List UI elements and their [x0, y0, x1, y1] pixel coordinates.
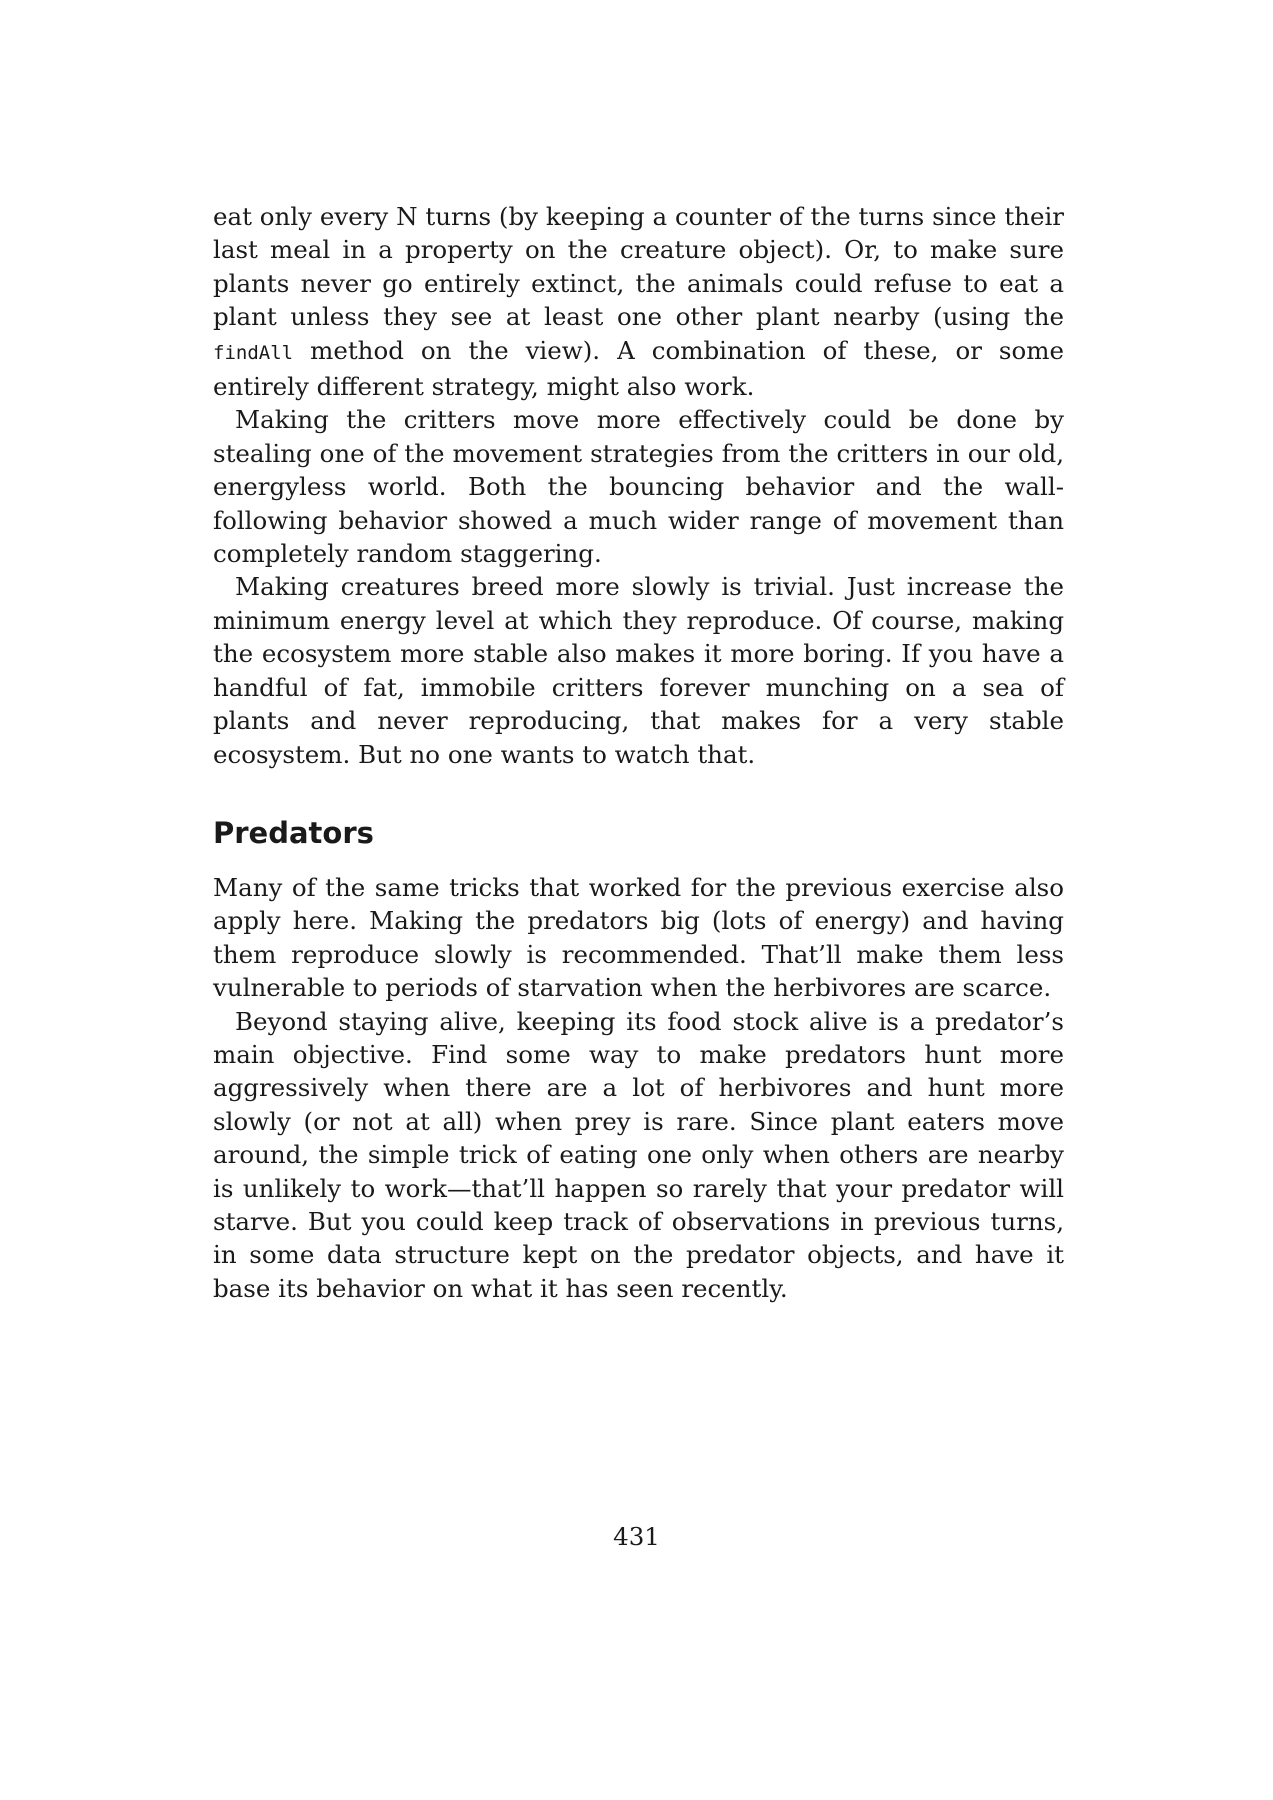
- paragraph-movement: Making the critters move more effectively could be done by stealing one of the movement strategies from the critters in our old, energyless world. Both the bouncing behavior and the wall-following behavior showed a much wider range of movement than completely random staggering.: [213, 405, 1064, 569]
- paragraph-breeding: Making creatures breed more slowly is trivial. Just increase the minimum energy level at which they reproduce. Of course, making the ecosystem more stable also makes it more boring. If you have a handful of fat, immobile critters forever munching on a sea of plants and never reproducing, that makes for a very stable ecosystem. But no one wants to watch that.: [213, 572, 1064, 769]
- paragraph-text: eat only every N turns (by keeping a counter of the turns since their last meal in a property on the creature object). Or, to make sure plants never go entirely extinct, the animals could refuse to eat a plant unless they see at least one other plant nearby (using the: [213, 202, 1064, 332]
- paragraph-strategies: [213, 200, 1064, 403]
- page-body: [213, 200, 1064, 1305]
- paragraph-text: method on the view). A combination of these, or some entirely different strategy, might also work.: [213, 335, 1064, 402]
- inline-code-findall: findAll: [213, 341, 294, 364]
- page-number: 431: [613, 1522, 660, 1551]
- paragraph-predator-tricks: Many of the same tricks that worked for the previous exercise also apply here. Making the predators big (lots of energy) and having them reproduce slowly is recommended. That’ll make them less vulnerable to periods of starvation when the herbivores are scarce.: [213, 872, 1064, 1003]
- paragraph-predator-objective: Beyond staying alive, keeping its food stock alive is a predator’s main objective. Find some way to make predators hunt more aggressively when there are a lot of herbivores and hunt more slowly (or not at all) when prey is rare. Since plant eaters move around, the simple trick of eating one only when others are nearby is unlikely to work—that’ll happen so rarely that your predator will starve. But you could keep track of observations in previous turns, in some data structure kept on the predator objects, and have it base its behavior on what it has seen recently.: [213, 1006, 1064, 1303]
- section-heading-predators: Predators: [213, 815, 374, 850]
